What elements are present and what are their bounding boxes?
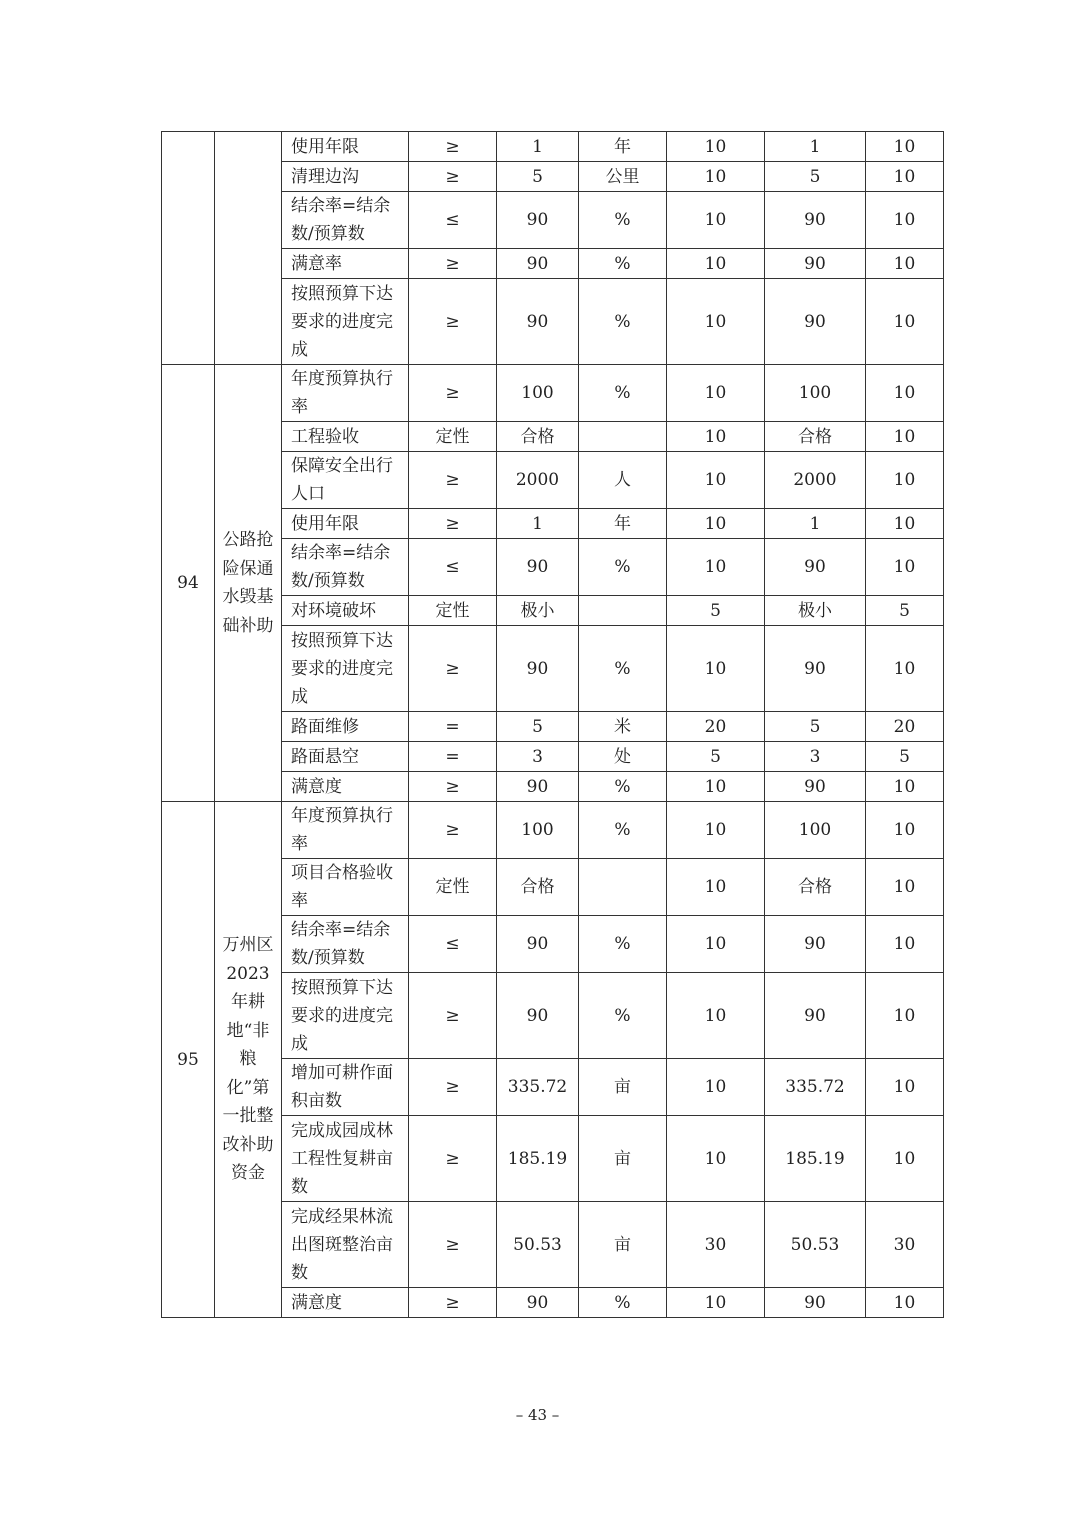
actual-cell: 1 (765, 509, 866, 539)
unit-cell: 亩 (579, 1116, 667, 1202)
comparator-cell: ≤ (409, 916, 497, 973)
target-cell: 5 (497, 162, 579, 192)
weight-cell: 10 (667, 162, 765, 192)
score-cell: 20 (866, 712, 944, 742)
weight-cell: 10 (667, 132, 765, 162)
indicator-cell: 项目合格验收率 (282, 859, 409, 916)
unit-cell: 亩 (579, 1202, 667, 1288)
actual-cell: 5 (765, 712, 866, 742)
score-cell: 5 (866, 742, 944, 772)
target-cell: 90 (497, 1288, 579, 1318)
indicator-cell: 路面悬空 (282, 742, 409, 772)
table-row (162, 132, 944, 162)
project-number-cell: 94 (162, 365, 215, 802)
project-number-cell (162, 132, 215, 365)
weight-cell: 10 (667, 539, 765, 596)
comparator-cell: ≤ (409, 539, 497, 596)
weight-cell: 10 (667, 279, 765, 365)
indicator-cell: 按照预算下达要求的进度完成 (282, 279, 409, 365)
project-number-cell: 95 (162, 802, 215, 1318)
actual-cell: 合格 (765, 422, 866, 452)
score-cell: 10 (866, 626, 944, 712)
target-cell: 90 (497, 192, 579, 249)
comparator-cell: ≥ (409, 249, 497, 279)
comparator-cell: ≥ (409, 279, 497, 365)
comparator-cell: ≥ (409, 132, 497, 162)
indicator-cell: 保障安全出行人口 (282, 452, 409, 509)
weight-cell: 5 (667, 596, 765, 626)
actual-cell: 合格 (765, 859, 866, 916)
target-cell: 极小 (497, 596, 579, 626)
target-cell: 合格 (497, 859, 579, 916)
comparator-cell: ≥ (409, 162, 497, 192)
target-cell: 50.53 (497, 1202, 579, 1288)
actual-cell: 90 (765, 916, 866, 973)
comparator-cell: 定性 (409, 596, 497, 626)
project-name-cell: 万州区2023年耕地“非粮化”第一批整改补助资金 (215, 802, 282, 1318)
comparator-cell: ≥ (409, 1116, 497, 1202)
indicator-cell: 对环境破坏 (282, 596, 409, 626)
weight-cell: 30 (667, 1202, 765, 1288)
performance-table (161, 131, 944, 1318)
target-cell: 1 (497, 132, 579, 162)
target-cell: 335.72 (497, 1059, 579, 1116)
unit-cell: % (579, 539, 667, 596)
weight-cell: 10 (667, 1116, 765, 1202)
score-cell: 10 (866, 539, 944, 596)
comparator-cell: ≤ (409, 192, 497, 249)
score-cell: 10 (866, 249, 944, 279)
comparator-cell: ≥ (409, 1202, 497, 1288)
actual-cell: 1 (765, 132, 866, 162)
indicator-cell: 清理边沟 (282, 162, 409, 192)
indicator-cell: 结余率=结余数/预算数 (282, 192, 409, 249)
actual-cell: 2000 (765, 452, 866, 509)
score-cell: 10 (866, 365, 944, 422)
indicator-cell: 路面维修 (282, 712, 409, 742)
indicator-cell: 满意率 (282, 249, 409, 279)
unit-cell (579, 859, 667, 916)
actual-cell: 185.19 (765, 1116, 866, 1202)
indicator-cell: 按照预算下达要求的进度完成 (282, 626, 409, 712)
weight-cell: 10 (667, 802, 765, 859)
unit-cell: 年 (579, 509, 667, 539)
unit-cell: 米 (579, 712, 667, 742)
target-cell: 100 (497, 802, 579, 859)
actual-cell: 90 (765, 279, 866, 365)
comparator-cell: ≥ (409, 452, 497, 509)
unit-cell (579, 422, 667, 452)
actual-cell: 50.53 (765, 1202, 866, 1288)
target-cell: 90 (497, 626, 579, 712)
comparator-cell: = (409, 742, 497, 772)
comparator-cell: ≥ (409, 802, 497, 859)
target-cell: 90 (497, 539, 579, 596)
indicator-cell: 使用年限 (282, 509, 409, 539)
target-cell: 185.19 (497, 1116, 579, 1202)
score-cell: 10 (866, 509, 944, 539)
unit-cell: % (579, 365, 667, 422)
score-cell: 10 (866, 973, 944, 1059)
comparator-cell: ≥ (409, 509, 497, 539)
indicator-cell: 工程验收 (282, 422, 409, 452)
weight-cell: 10 (667, 916, 765, 973)
comparator-cell: ≥ (409, 365, 497, 422)
target-cell: 90 (497, 973, 579, 1059)
unit-cell: % (579, 802, 667, 859)
target-cell: 100 (497, 365, 579, 422)
indicator-cell: 满意度 (282, 1288, 409, 1318)
score-cell: 10 (866, 132, 944, 162)
actual-cell: 90 (765, 539, 866, 596)
weight-cell: 10 (667, 626, 765, 712)
unit-cell: % (579, 626, 667, 712)
score-cell: 10 (866, 279, 944, 365)
target-cell: 90 (497, 772, 579, 802)
actual-cell: 100 (765, 802, 866, 859)
unit-cell: % (579, 916, 667, 973)
weight-cell: 10 (667, 1288, 765, 1318)
weight-cell: 10 (667, 509, 765, 539)
target-cell: 90 (497, 279, 579, 365)
comparator-cell: ≥ (409, 1288, 497, 1318)
target-cell: 3 (497, 742, 579, 772)
score-cell: 10 (866, 1059, 944, 1116)
unit-cell: 公里 (579, 162, 667, 192)
indicator-cell: 结余率=结余数/预算数 (282, 539, 409, 596)
unit-cell: % (579, 973, 667, 1059)
actual-cell: 335.72 (765, 1059, 866, 1116)
actual-cell: 90 (765, 249, 866, 279)
weight-cell: 10 (667, 859, 765, 916)
unit-cell: 处 (579, 742, 667, 772)
unit-cell: % (579, 192, 667, 249)
score-cell: 10 (866, 916, 944, 973)
score-cell: 10 (866, 1288, 944, 1318)
target-cell: 90 (497, 916, 579, 973)
comparator-cell: ≥ (409, 772, 497, 802)
unit-cell: % (579, 279, 667, 365)
actual-cell: 5 (765, 162, 866, 192)
comparator-cell: ≥ (409, 973, 497, 1059)
indicator-cell: 完成经果林流出图斑整治亩数 (282, 1202, 409, 1288)
score-cell: 10 (866, 859, 944, 916)
weight-cell: 10 (667, 249, 765, 279)
score-cell: 10 (866, 422, 944, 452)
comparator-cell: 定性 (409, 859, 497, 916)
unit-cell: % (579, 772, 667, 802)
comparator-cell: ≥ (409, 1059, 497, 1116)
table-row (162, 802, 944, 859)
score-cell: 5 (866, 596, 944, 626)
score-cell: 10 (866, 1116, 944, 1202)
indicator-cell: 增加可耕作面积亩数 (282, 1059, 409, 1116)
comparator-cell: = (409, 712, 497, 742)
target-cell: 2000 (497, 452, 579, 509)
indicator-cell: 使用年限 (282, 132, 409, 162)
indicator-cell: 完成成园成林工程性复耕亩数 (282, 1116, 409, 1202)
unit-cell (579, 596, 667, 626)
page-number: – 43 – (515, 1406, 560, 1424)
actual-cell: 90 (765, 1288, 866, 1318)
unit-cell: 人 (579, 452, 667, 509)
unit-cell: % (579, 1288, 667, 1318)
weight-cell: 10 (667, 365, 765, 422)
score-cell: 30 (866, 1202, 944, 1288)
actual-cell: 90 (765, 772, 866, 802)
indicator-cell: 年度预算执行率 (282, 802, 409, 859)
project-name-cell (215, 132, 282, 365)
weight-cell: 10 (667, 192, 765, 249)
indicator-cell: 结余率=结余数/预算数 (282, 916, 409, 973)
score-cell: 10 (866, 772, 944, 802)
indicator-cell: 年度预算执行率 (282, 365, 409, 422)
actual-cell: 90 (765, 973, 866, 1059)
table-row (162, 365, 944, 422)
project-name-cell: 公路抢险保通水毁基础补助 (215, 365, 282, 802)
weight-cell: 20 (667, 712, 765, 742)
actual-cell: 3 (765, 742, 866, 772)
weight-cell: 10 (667, 1059, 765, 1116)
score-cell: 10 (866, 452, 944, 509)
indicator-cell: 按照预算下达要求的进度完成 (282, 973, 409, 1059)
actual-cell: 90 (765, 192, 866, 249)
target-cell: 5 (497, 712, 579, 742)
comparator-cell: 定性 (409, 422, 497, 452)
weight-cell: 10 (667, 973, 765, 1059)
weight-cell: 10 (667, 422, 765, 452)
target-cell: 合格 (497, 422, 579, 452)
score-cell: 10 (866, 802, 944, 859)
actual-cell: 100 (765, 365, 866, 422)
target-cell: 90 (497, 249, 579, 279)
target-cell: 1 (497, 509, 579, 539)
weight-cell: 10 (667, 772, 765, 802)
unit-cell: 年 (579, 132, 667, 162)
actual-cell: 90 (765, 626, 866, 712)
score-cell: 10 (866, 192, 944, 249)
score-cell: 10 (866, 162, 944, 192)
weight-cell: 10 (667, 452, 765, 509)
actual-cell: 极小 (765, 596, 866, 626)
indicator-cell: 满意度 (282, 772, 409, 802)
unit-cell: 亩 (579, 1059, 667, 1116)
comparator-cell: ≥ (409, 626, 497, 712)
unit-cell: % (579, 249, 667, 279)
weight-cell: 5 (667, 742, 765, 772)
